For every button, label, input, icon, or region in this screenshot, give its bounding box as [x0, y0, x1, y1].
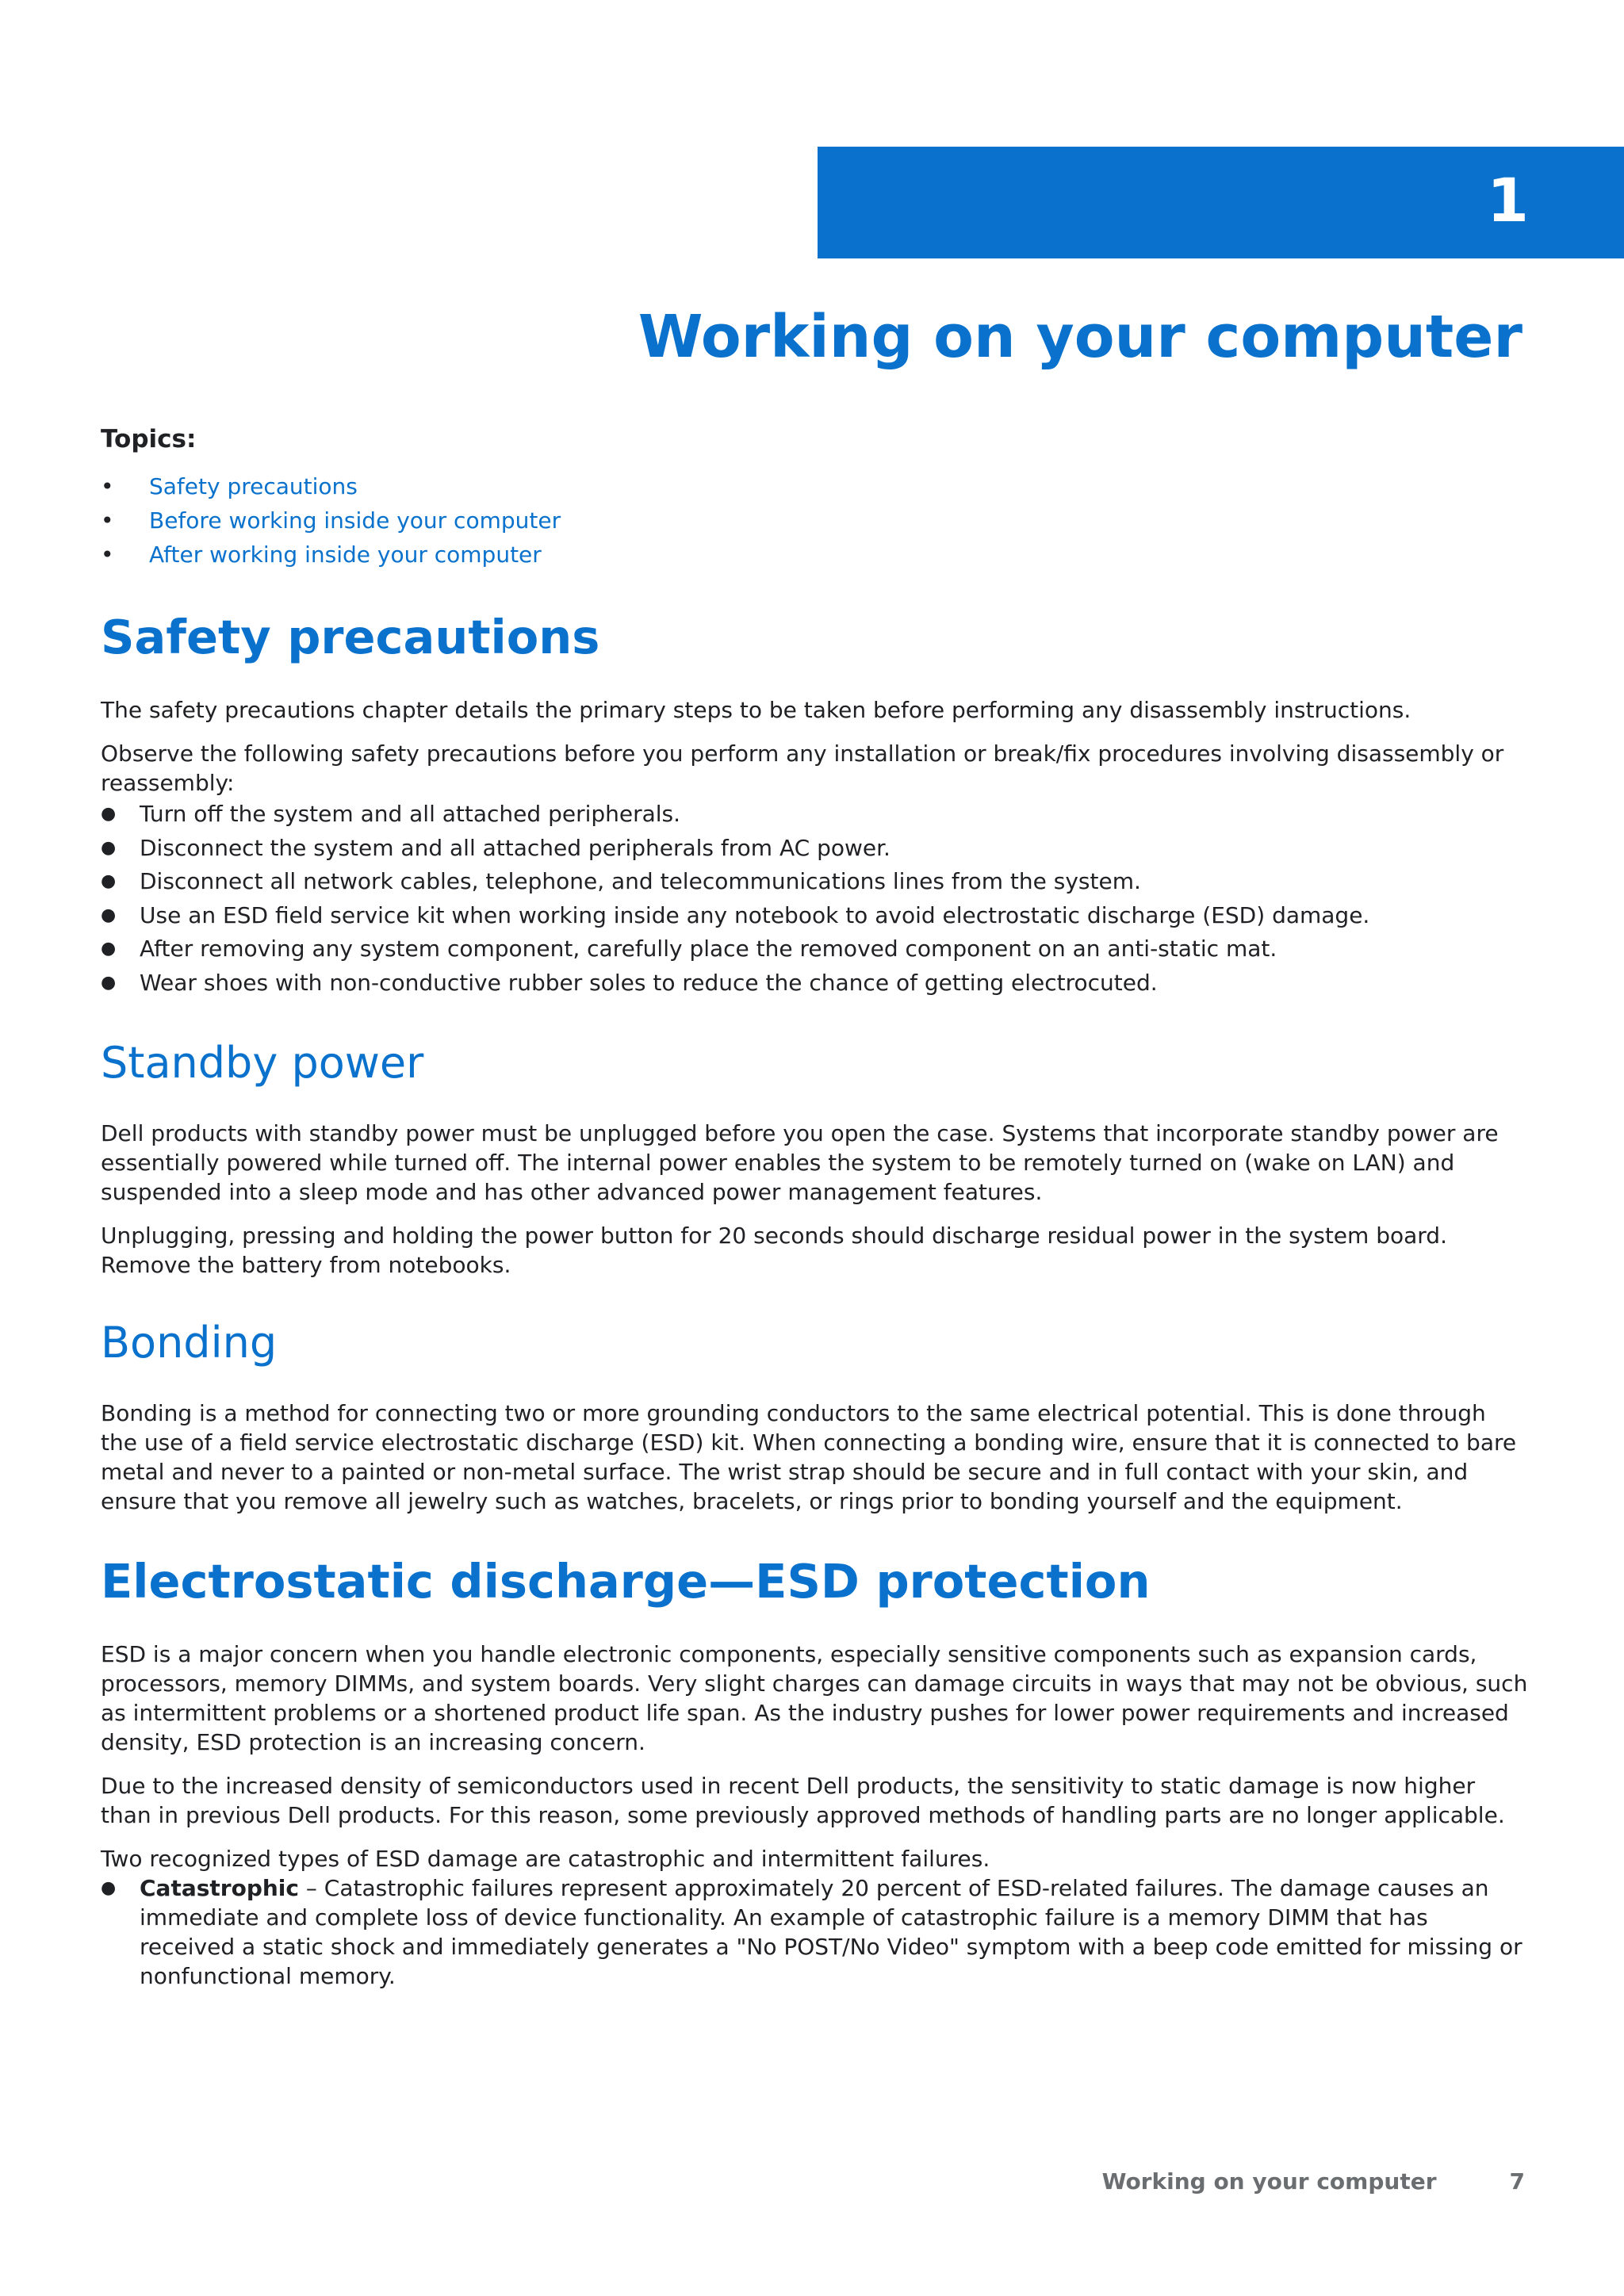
chapter-title: Working on your computer — [638, 303, 1522, 371]
paragraph: Dell products with standby power must be unplugged before you open the case. Systems that incorporate standby power are essentially powered while turned off. The internal power enables the system to be remotely turned on (wake on LAN) and suspended into a sleep mode and has other advanced power management features. — [101, 1120, 1499, 1205]
subsection-heading-bonding: Bonding — [101, 1318, 278, 1368]
bullet-icon: • — [101, 473, 114, 499]
paragraph: Two recognized types of ESD damage are catastrophic and intermittent failures. — [101, 1846, 990, 1872]
topic-item — [101, 469, 1528, 503]
bullet-icon: ● — [101, 939, 117, 959]
list-item: ● Turn off the system and all attached peripherals. — [101, 798, 1528, 832]
topic-item — [101, 538, 1528, 572]
bullet-icon: ● — [101, 871, 117, 891]
term-description: – Catastrophic failures represent approximately 20 percent of ESD-related failures. The damage causes an immediate and complete loss of device functionality. An example of catastrophic failure is a memory DIMM that has received a static shock and immediately generates a "No POST/No Video" symptom with a beep code emitted for missing or nonfunctional memory. — [140, 1875, 1522, 1989]
subsection-heading-standby-power: Standby power — [101, 1038, 424, 1088]
bullet-icon: • — [101, 507, 114, 534]
chapter-number: 1 — [1487, 165, 1529, 235]
paragraph: Bonding is a method for connecting two or more grounding conductors to the same electrical potential. This is done through the use of a field service electrostatic discharge (ESD) kit. When connecting a bonding wire, ensure that it is connected to bare metal and never to a painted or non-metal surface. The wrist strap should be secure and in full contact with your skin, and ensure that you remove all jewelry such as watches, bracelets, or rings prior to bonding yourself and the equipment. — [101, 1400, 1517, 1514]
safety-bullet-list — [101, 798, 1528, 1000]
page-number: 7 — [1509, 2168, 1525, 2195]
bullet-icon: ● — [101, 905, 117, 925]
topic-link-before-working[interactable]: Before working inside your computer — [149, 507, 561, 534]
topics-list — [101, 469, 1528, 572]
section-heading-safety: Safety precautions — [101, 610, 600, 664]
bullet-icon: • — [101, 541, 114, 568]
list-item: ● Use an ESD field service kit when working inside any notebook to avoid electrostatic discharge (ESD) damage. — [101, 899, 1528, 933]
footer-title: Working on your computer — [1101, 2168, 1437, 2195]
topic-link-safety-precautions[interactable]: Safety precautions — [149, 473, 358, 499]
paragraph: Observe the following safety precautions before you perform any installation or break/fix procedures involving disassembly or reassembly: — [101, 740, 1504, 796]
topic-link-after-working[interactable]: After working inside your computer — [149, 541, 542, 568]
bullet-icon: ● — [101, 1878, 117, 1898]
bullet-icon: ● — [101, 804, 117, 824]
paragraph: The safety precautions chapter details the primary steps to be taken before performing any disassembly instructions. — [101, 697, 1411, 723]
bullet-icon: ● — [101, 837, 117, 858]
list-item — [101, 1873, 1528, 1991]
list-item: ● After removing any system component, carefully place the removed component on an anti-static mat. — [101, 932, 1528, 966]
bullet-icon: ● — [101, 972, 117, 993]
page-content — [101, 420, 1528, 2005]
list-item: ● Disconnect all network cables, telephone, and telecommunications lines from the system. — [101, 865, 1528, 899]
topics-label: Topics: — [101, 425, 197, 453]
chapter-number-banner — [818, 147, 1624, 258]
term-label: Catastrophic — [140, 1875, 299, 1901]
paragraph: ESD is a major concern when you handle electronic components, especially sensitive components such as expansion cards, processors, memory DIMMs, and system boards. Very slight charges can damage circuits in ways that may not be obvious, such as intermittent problems or a shortened product life span. As the industry pushes for lower power requirements and increased density, ESD protection is an increasing concern. — [101, 1641, 1528, 1755]
list-item: ● Wear shoes with non-conductive rubber soles to reduce the chance of getting electrocuted. — [101, 966, 1528, 1001]
list-item: ● Disconnect the system and all attached peripherals from AC power. — [101, 832, 1528, 866]
section-heading-esd: Electrostatic discharge—ESD protection — [101, 1554, 1151, 1609]
page-footer — [1102, 2168, 1525, 2195]
paragraph: Unplugging, pressing and holding the power button for 20 seconds should discharge residual power in the system board. Remove the battery from notebooks. — [101, 1223, 1447, 1278]
paragraph: Due to the increased density of semiconductors used in recent Dell products, the sensitivity to static damage is now higher than in previous Dell products. For this reason, some previously approved methods of handling parts are no longer applicable. — [101, 1773, 1505, 1828]
topic-item — [101, 503, 1528, 538]
esd-bullet-list — [101, 1873, 1528, 1991]
